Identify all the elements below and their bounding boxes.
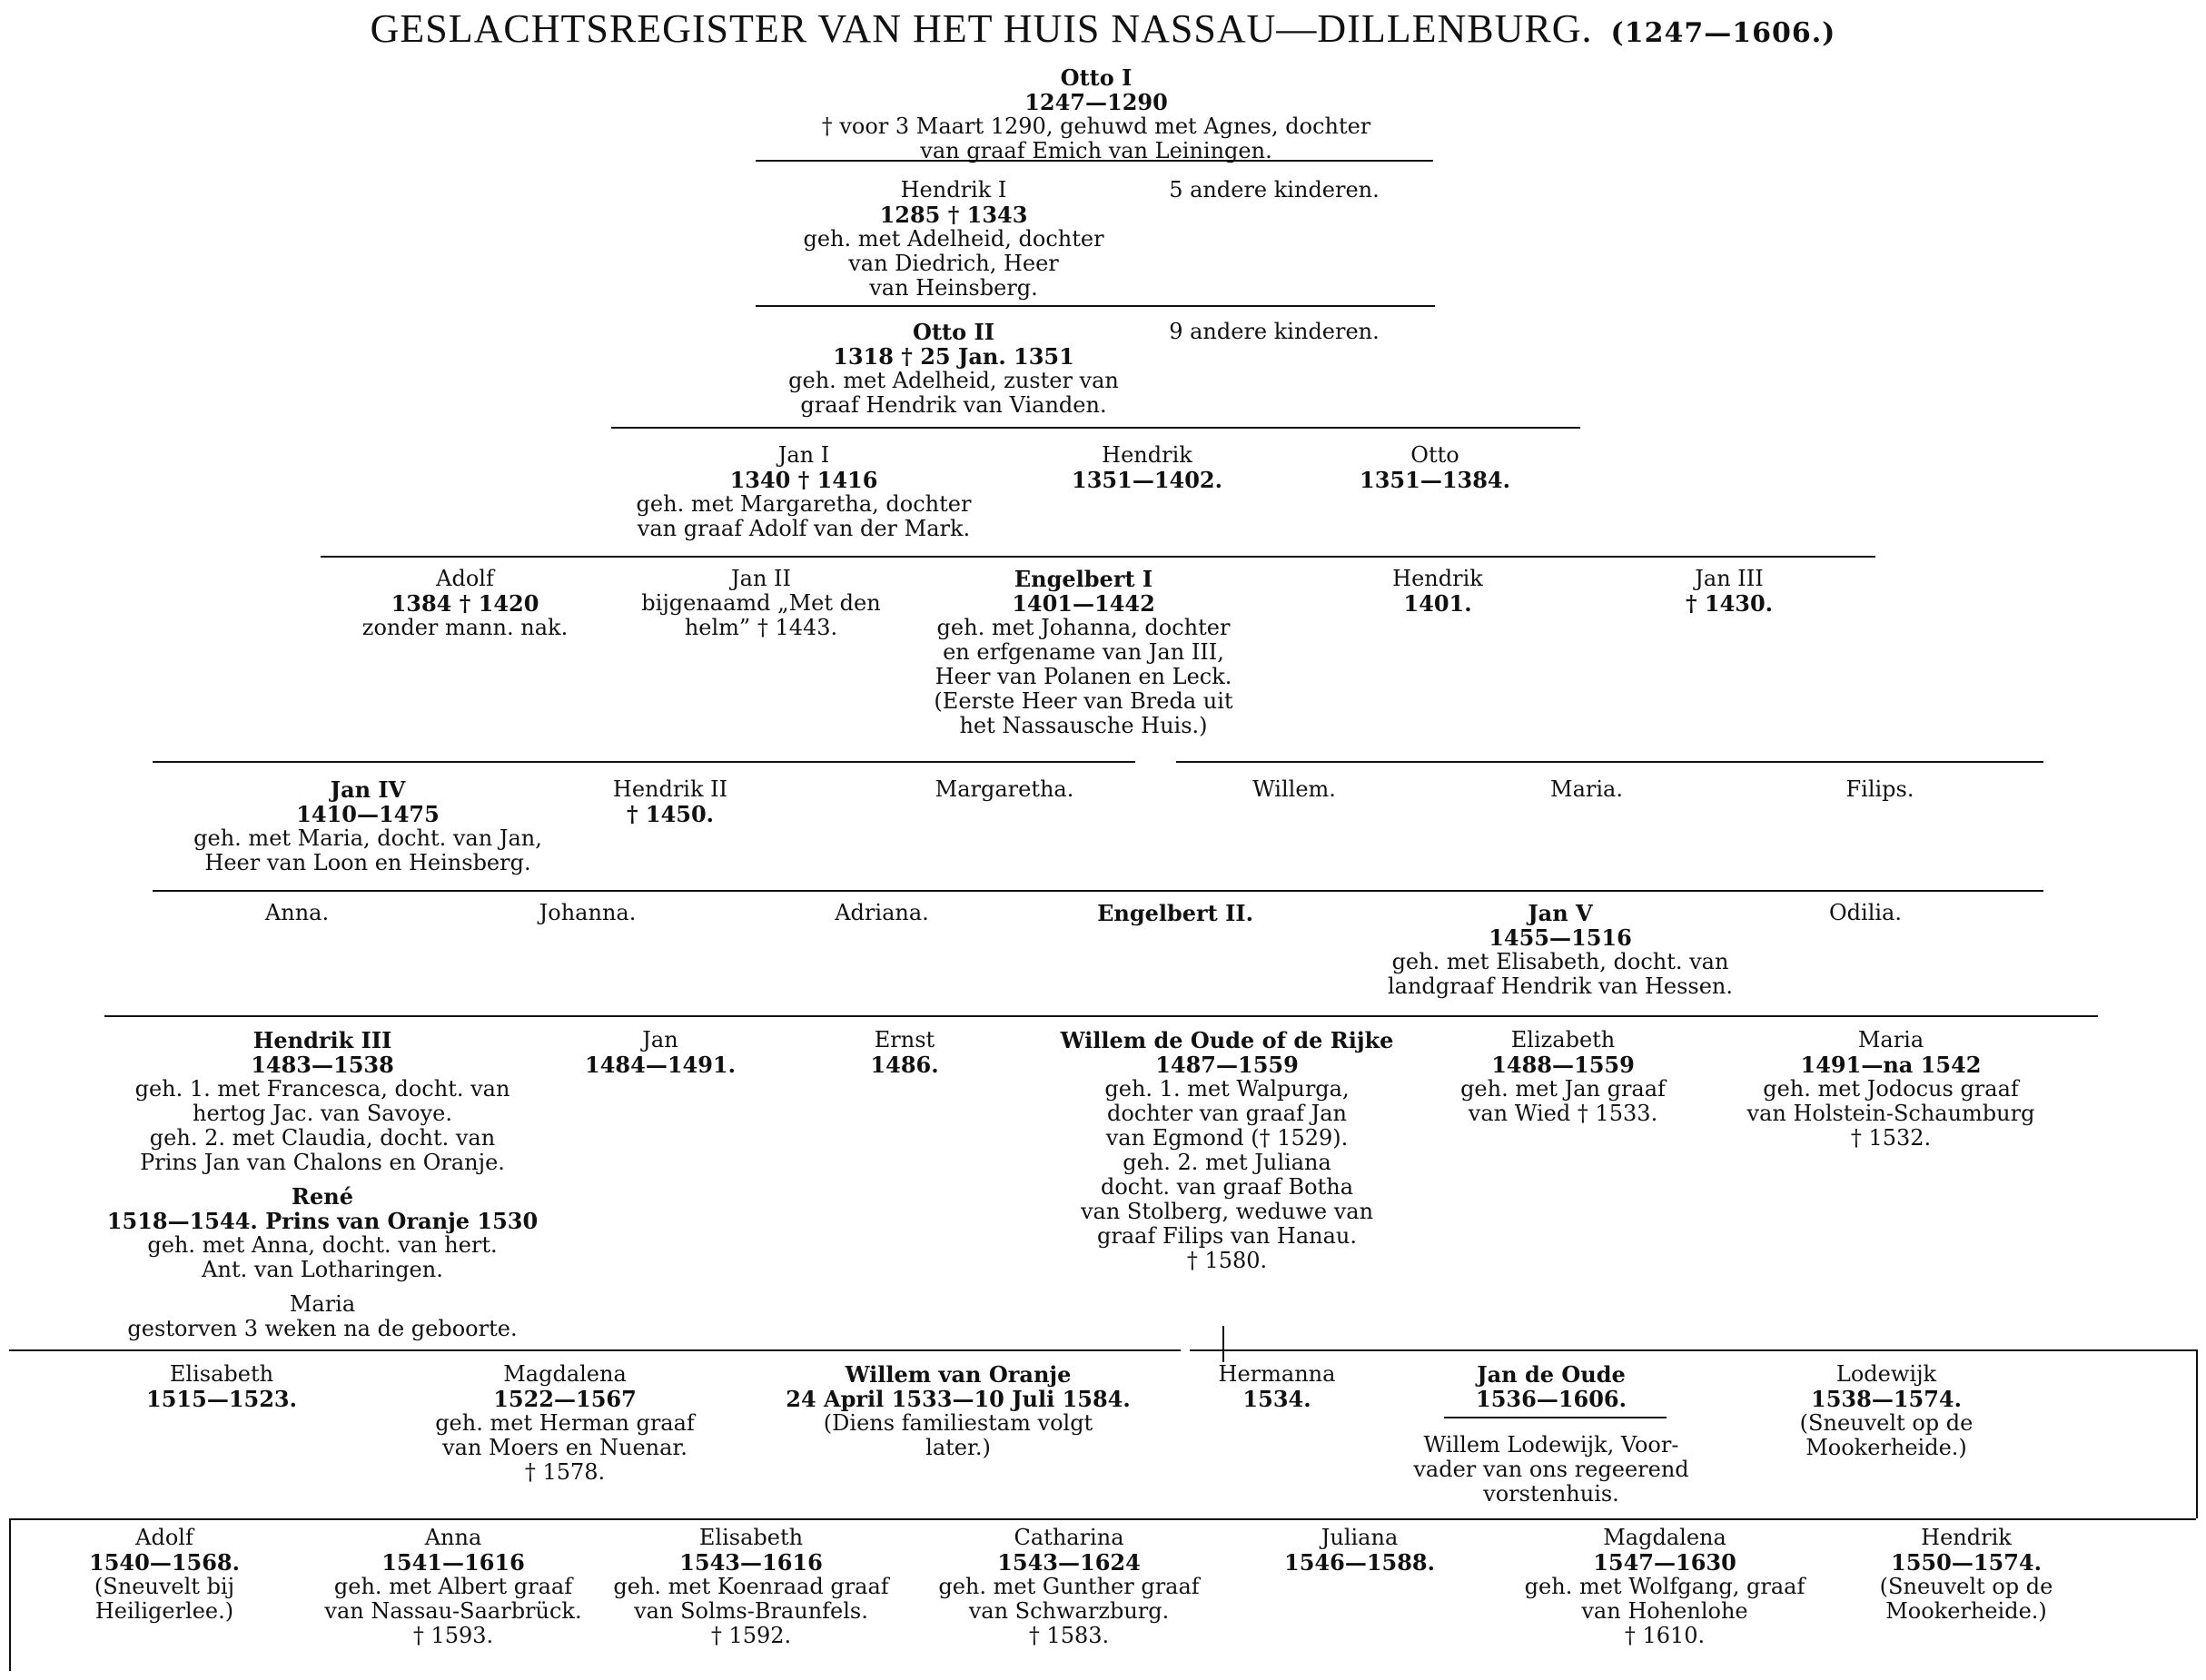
person-note: graaf Filips van Hanau. xyxy=(1097,1223,1357,1249)
person-years: 1351—1384. xyxy=(1360,467,1510,493)
person-jan3 xyxy=(1686,567,1773,616)
person-note: geh. met Margaretha, dochter xyxy=(636,491,972,517)
person-note: geh. 2. met Juliana xyxy=(1123,1150,1331,1175)
person-years: 1550—1574. xyxy=(1891,1549,2042,1576)
person-lodewijk xyxy=(1800,1362,1974,1460)
person-note: gestorven 3 weken na de geboorte. xyxy=(127,1316,518,1341)
person-note: graaf Hendrik van Vianden. xyxy=(800,392,1107,418)
person-note: geh. met Herman graaf xyxy=(435,1410,695,1436)
person-willem-oude xyxy=(1061,1028,1394,1273)
person-odilia xyxy=(1829,901,1902,925)
person-note: Mookerheide.) xyxy=(1885,1598,2047,1624)
person-jan2 xyxy=(641,567,880,640)
person-jan-1484 xyxy=(585,1028,736,1077)
person-elisabeth-1543 xyxy=(613,1526,888,1648)
person-note: Mookerheide.) xyxy=(1805,1435,1967,1460)
person-years: 1318 † 25 Jan. 1351 xyxy=(833,343,1074,370)
person-name: Lodewijk xyxy=(1835,1361,1937,1387)
person-willem-lodewijk xyxy=(1413,1433,1688,1507)
person-note: † 1583. xyxy=(1028,1623,1110,1648)
person-note: vorstenhuis. xyxy=(1483,1481,1619,1507)
person-years: 24 April 1533—10 Juli 1584. xyxy=(786,1386,1131,1412)
person-note: geh. met Johanna, dochter xyxy=(936,615,1231,640)
person-note: geh. met Wolfgang, graaf xyxy=(1524,1574,1805,1599)
person-maria-g5 xyxy=(1550,777,1623,802)
person-years: 1546—1588. xyxy=(1284,1549,1435,1576)
person-maria-1491 xyxy=(1747,1028,2035,1151)
person-catharina xyxy=(938,1526,1199,1648)
person-years: 1543—1616 xyxy=(679,1549,823,1576)
person-years: 1488—1559 xyxy=(1491,1052,1635,1078)
person-note: geh. met Adelheid, zuster van xyxy=(788,368,1119,393)
person-anna-1541 xyxy=(324,1526,581,1648)
person-willem-g5 xyxy=(1252,777,1336,802)
person-note: † 1592. xyxy=(710,1623,792,1648)
person-years: 1534. xyxy=(1242,1386,1311,1412)
person-years: 1543—1624 xyxy=(997,1549,1141,1576)
person-hendrik-1351 xyxy=(1072,443,1222,492)
connector-line xyxy=(9,1349,1181,1351)
person-note: geh. 1. met Walpurga, xyxy=(1104,1076,1350,1102)
person-note: en erfgename van Jan III, xyxy=(943,639,1224,665)
person-note: dochter van graaf Jan xyxy=(1107,1101,1347,1126)
person-hendrik1 xyxy=(803,178,1103,301)
person-name: Willem. xyxy=(1252,776,1336,802)
person-name: Hendrik xyxy=(1102,442,1192,468)
connector-line xyxy=(321,556,1875,558)
person-name: Anna. xyxy=(264,900,330,925)
person-note: hertog Jac. van Savoye. xyxy=(193,1101,452,1126)
person-jan5 xyxy=(1388,901,1733,999)
person-years: 1547—1630 xyxy=(1593,1549,1736,1576)
person-andere9 xyxy=(1169,320,1380,344)
person-name: Otto II xyxy=(913,319,994,345)
person-name: Magdalena xyxy=(1603,1525,1726,1550)
person-note: (Diens familiestam volgt xyxy=(823,1410,1093,1436)
person-name: Adolf xyxy=(436,566,494,591)
person-note: docht. van graaf Botha xyxy=(1100,1174,1354,1200)
person-jan-oude xyxy=(1476,1362,1627,1411)
person-name: Engelbert II. xyxy=(1097,900,1253,926)
person-name: Willem van Oranje xyxy=(845,1361,1072,1388)
connector-line xyxy=(9,1518,11,1671)
person-years: 1491—na 1542 xyxy=(1800,1052,1982,1078)
person-note: Prins Jan van Chalons en Oranje. xyxy=(140,1150,505,1175)
person-note: Ant. van Lotharingen. xyxy=(202,1257,443,1282)
person-andere5 xyxy=(1169,178,1380,203)
person-note: (Sneuvelt bij xyxy=(94,1574,235,1599)
person-note: † 1532. xyxy=(1850,1125,1932,1151)
person-note: geh. met Anna, docht. van hert. xyxy=(147,1232,498,1258)
person-years: 1541—1616 xyxy=(381,1549,525,1576)
connector-line xyxy=(981,1015,1108,1017)
person-name: Ernst xyxy=(874,1027,935,1052)
person-note: † 1578. xyxy=(524,1459,606,1485)
person-note: geh. met Elisabeth, docht. van xyxy=(1391,949,1729,974)
person-note: van graaf Emich van Leiningen. xyxy=(920,138,1272,163)
person-note: van Diedrich, Heer xyxy=(848,251,1059,276)
person-note: geh. met Jodocus graaf xyxy=(1763,1076,2019,1102)
person-name: Magdalena xyxy=(503,1361,627,1387)
person-note: later.) xyxy=(925,1435,991,1460)
person-engelbert1 xyxy=(934,567,1232,738)
person-name: Anna xyxy=(424,1525,482,1550)
person-note: geh. met Adelheid, dochter xyxy=(803,226,1104,252)
person-name: Jan IV xyxy=(330,776,406,803)
person-years: 1455—1516 xyxy=(1489,924,1632,951)
person-note: geh. met Jan graaf xyxy=(1460,1076,1666,1102)
person-note: † voor 3 Maart 1290, gehuwd met Agnes, dochter xyxy=(821,114,1371,139)
connector-line xyxy=(153,890,2043,892)
person-ernst xyxy=(870,1028,938,1077)
person-years: 1351—1402. xyxy=(1072,467,1222,493)
person-adriana xyxy=(835,901,929,925)
person-jan4 xyxy=(193,777,542,875)
person-name: Jan xyxy=(642,1027,678,1052)
person-note: van Egmond († 1529). xyxy=(1105,1125,1349,1151)
person-years: † 1450. xyxy=(626,801,715,827)
person-name: Adriana. xyxy=(835,900,929,925)
connector-line xyxy=(1108,1015,2098,1017)
person-note: van Wied † 1533. xyxy=(1468,1101,1658,1126)
person-note: van Hohenlohe xyxy=(1581,1598,1748,1624)
person-name: Maria. xyxy=(1550,776,1623,802)
person-name: Jan II xyxy=(731,566,791,591)
person-name: Jan III xyxy=(1695,566,1764,591)
person-note: bijgenaamd „Met den xyxy=(641,590,881,616)
person-years: 1486. xyxy=(870,1052,939,1078)
person-name: Elisabeth xyxy=(698,1525,804,1550)
person-filips xyxy=(1846,777,1914,802)
person-name: Maria xyxy=(289,1291,356,1317)
person-name: Elizabeth xyxy=(1510,1027,1616,1052)
person-name: Willem de Oude of de Rijke xyxy=(1060,1027,1394,1053)
person-years: 1484—1491. xyxy=(585,1052,736,1078)
person-engelbert2 xyxy=(1097,901,1253,925)
person-years: 1410—1475 xyxy=(296,801,440,827)
person-name: Hendrik I xyxy=(900,177,1007,203)
person-name: Johanna. xyxy=(539,900,637,925)
person-otto-1351 xyxy=(1360,443,1510,492)
person-note: van Nassau-Saarbrück. xyxy=(324,1598,582,1624)
person-note: Heer van Polanen en Leck. xyxy=(935,664,1232,689)
person-otto2 xyxy=(788,320,1119,418)
person-note: (Sneuvelt op de xyxy=(1799,1410,1974,1436)
person-magdalena-1522 xyxy=(435,1362,695,1485)
person-note: van Holstein-Schaumburg xyxy=(1746,1101,2035,1126)
person-name: Hermanna xyxy=(1218,1361,1336,1387)
person-johanna-g6 xyxy=(539,901,637,925)
person-otto1 xyxy=(822,65,1371,163)
person-note: van Moers en Nuenar. xyxy=(442,1435,688,1460)
person-name: Juliana xyxy=(1321,1525,1399,1550)
person-name: René xyxy=(292,1183,353,1210)
person-note: † 1593. xyxy=(412,1623,494,1648)
person-note: het Nassausche Huis.) xyxy=(959,713,1208,738)
person-name: 9 andere kinderen. xyxy=(1169,319,1380,344)
person-willem-oranje xyxy=(786,1362,1131,1460)
person-anna-g6 xyxy=(265,901,329,925)
person-maria-r xyxy=(127,1292,517,1341)
person-years: † 1430. xyxy=(1685,590,1774,617)
person-name: Jan de Oude xyxy=(1477,1361,1626,1388)
title-years: (1247—1606.) xyxy=(1610,17,1836,49)
person-name: Hendrik xyxy=(1921,1525,2012,1550)
person-name: Filips. xyxy=(1845,776,1914,802)
person-hendrik-1401 xyxy=(1392,567,1483,616)
person-magdalena-1547 xyxy=(1525,1526,1805,1648)
person-note: † 1610. xyxy=(1624,1623,1706,1648)
person-hendrik-1550 xyxy=(1880,1526,2053,1624)
person-name: Catharina xyxy=(1014,1525,1124,1550)
person-note: geh. met Albert graaf xyxy=(333,1574,573,1599)
person-note: van Heinsberg. xyxy=(869,275,1038,301)
person-years: 1540—1568. xyxy=(89,1549,240,1576)
person-name: Otto xyxy=(1410,442,1459,468)
connector-line xyxy=(756,305,1435,307)
title-text: GESLACHTSREGISTER VAN HET HUIS NASSAU—DILLENBURG. xyxy=(370,6,1593,51)
person-note: geh. met Maria, docht. van Jan, xyxy=(193,825,542,851)
connector-line xyxy=(153,761,1135,763)
person-years: 1522—1567 xyxy=(493,1386,637,1412)
person-note: landgraaf Hendrik van Hessen. xyxy=(1387,973,1734,999)
person-years: 1483—1538 xyxy=(251,1052,394,1078)
person-juliana xyxy=(1284,1526,1435,1575)
person-note: † 1580. xyxy=(1186,1248,1268,1273)
person-years: 1538—1574. xyxy=(1811,1386,1962,1412)
person-years: 1515—1523. xyxy=(146,1386,297,1412)
person-rene xyxy=(107,1184,538,1282)
person-adolf-1384 xyxy=(362,567,568,640)
person-note: van graaf Adolf van der Mark. xyxy=(637,516,971,541)
person-name: Hendrik II xyxy=(612,776,728,802)
person-note: (Sneuvelt op de xyxy=(1879,1574,2053,1599)
connector-line xyxy=(1190,1349,2196,1351)
person-years: 1518—1544. Prins van Oranje 1530 xyxy=(106,1208,539,1234)
person-name: Elisabeth xyxy=(169,1361,274,1387)
person-name: Hendrik III xyxy=(252,1027,392,1053)
connector-line xyxy=(9,1518,2196,1520)
person-margaretha xyxy=(935,777,1074,802)
person-years: 1384 † 1420 xyxy=(391,590,539,617)
person-hendrik2 xyxy=(613,777,727,826)
person-years: 1487—1559 xyxy=(1155,1052,1299,1078)
connector-line xyxy=(1176,761,2043,763)
person-years: 1285 † 1343 xyxy=(879,202,1028,228)
person-note: (Eerste Heer van Breda uit xyxy=(934,688,1233,714)
connector-line xyxy=(1444,1417,1667,1418)
person-name: Margaretha. xyxy=(935,776,1074,802)
person-name: Odilia. xyxy=(1828,900,1903,925)
person-note: van Solms-Braunfels. xyxy=(634,1598,868,1624)
person-name: Jan I xyxy=(777,442,830,468)
person-adolf-1540 xyxy=(89,1526,240,1624)
person-note: geh. met Koenraad graaf xyxy=(613,1574,889,1599)
person-note: zonder mann. nak. xyxy=(361,615,569,640)
person-note: geh. 1. met Francesca, docht. van xyxy=(134,1076,510,1102)
person-years: 1247—1290 xyxy=(1024,89,1168,115)
person-name: 5 andere kinderen. xyxy=(1169,177,1380,203)
person-elizabeth-1488 xyxy=(1460,1028,1666,1126)
person-jan1 xyxy=(637,443,972,541)
person-years: 1401—1442 xyxy=(1012,590,1155,617)
person-name: Adolf xyxy=(135,1525,193,1550)
person-hendrik3 xyxy=(135,1028,510,1175)
chart-title xyxy=(0,5,2206,52)
person-name: Hendrik xyxy=(1392,566,1483,591)
person-note: helm” † 1443. xyxy=(684,615,838,640)
person-note: geh. met Gunther graaf xyxy=(938,1574,1200,1599)
person-note: van Stolberg, weduwe van xyxy=(1080,1199,1374,1224)
person-name: Jan V xyxy=(1528,900,1593,926)
person-name: Willem Lodewijk, Voor- xyxy=(1423,1432,1679,1458)
person-name: Engelbert I xyxy=(1014,566,1153,592)
person-note: Heer van Loon en Heinsberg. xyxy=(204,850,531,875)
connector-line xyxy=(611,427,1580,429)
person-note: Heiligerlee.) xyxy=(94,1598,234,1624)
person-elisabeth-1515 xyxy=(146,1362,297,1411)
person-note: vader van ons regeerend xyxy=(1413,1457,1689,1482)
person-hermanna xyxy=(1219,1362,1336,1411)
person-note: geh. 2. met Claudia, docht. van xyxy=(149,1125,496,1151)
connector-line xyxy=(1222,1326,1224,1362)
person-years: 1340 † 1416 xyxy=(729,467,878,493)
person-years: 1536—1606. xyxy=(1476,1386,1627,1412)
person-years: 1401. xyxy=(1403,590,1472,617)
person-note: van Schwarzburg. xyxy=(968,1598,1170,1624)
connector-line xyxy=(104,1015,981,1017)
connector-line xyxy=(2196,1349,2198,1518)
person-name: Otto I xyxy=(1060,64,1133,91)
person-name: Maria xyxy=(1857,1027,1924,1052)
